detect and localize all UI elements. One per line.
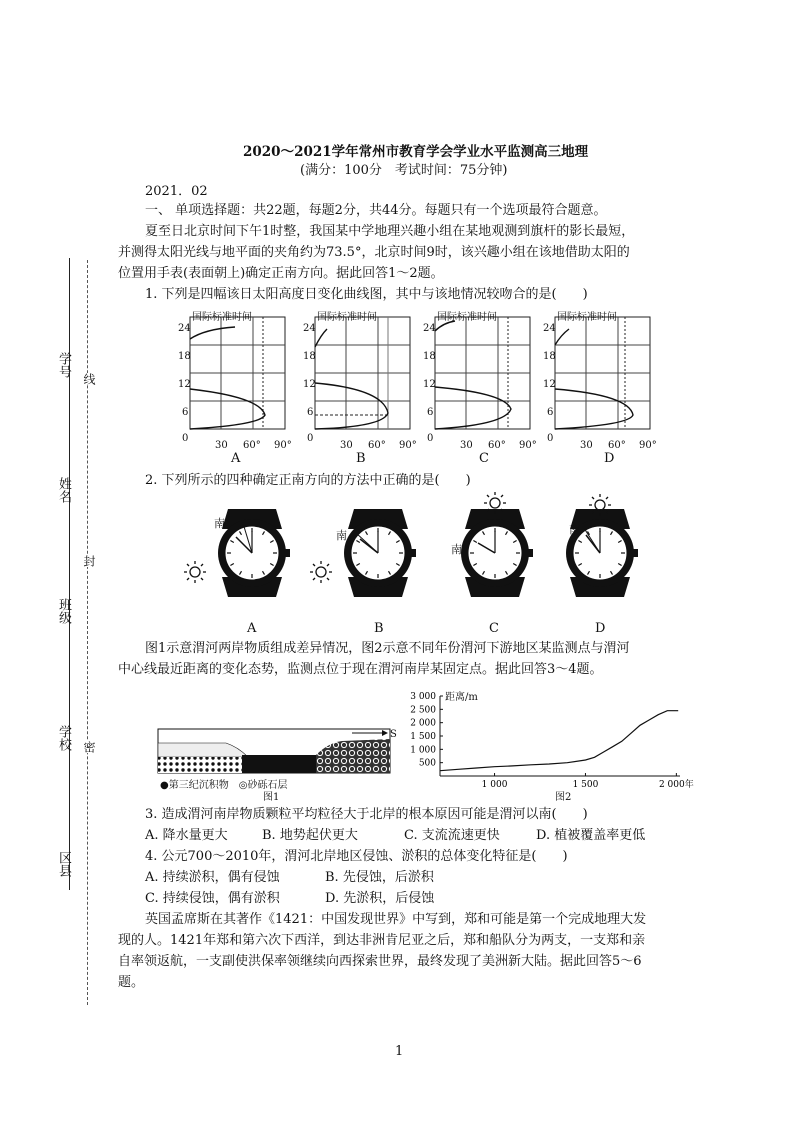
passage3-line-2: 现的人。1421年郑和第六次下西洋，到达非洲肯尼亚之后，郑和船队分为两支，一支郑和亲: [118, 933, 646, 948]
page-number: 1: [395, 1044, 404, 1059]
sun-icon: [310, 561, 332, 583]
page-title: 2020～2021学年常州市教育学会学业水平监测高三地理: [243, 144, 589, 160]
x-tick: 30: [215, 440, 228, 451]
x-tick: 90°: [639, 440, 657, 451]
y-tick: 12: [303, 379, 316, 390]
x-tick-label: 2 000年: [658, 780, 694, 790]
seal-char-secret: 密: [82, 741, 96, 753]
watch-a-south-label: 南: [214, 517, 225, 530]
passage3-line-3: 自率领返航，一支副使洪保率领继续向西探索世界，最终发现了美洲新大陆。据此回答5～6: [118, 954, 642, 969]
q2-watches-figure: [180, 495, 640, 620]
q1-graph-b-title: 国际标准时间: [317, 312, 377, 323]
district-label: 区县: [56, 851, 71, 877]
y-tick-label: 1 000: [410, 745, 436, 756]
q1-option-d-label: D: [604, 451, 615, 466]
fig2-axes: [440, 696, 680, 776]
q2-watch-b: [344, 509, 416, 597]
school-label: 学校: [56, 725, 71, 751]
fig2-y-tick-labels: [410, 692, 443, 769]
section-heading: 一、 单项选择题：共22题，每题2分，共44分。每题只有一个选项最符合题意。: [145, 203, 607, 218]
q3-option-a: A. 降水量更大: [145, 828, 228, 843]
q1-option-a-label: A: [231, 451, 241, 466]
q2-option-b-label: B: [374, 621, 384, 636]
watch-b-south-label: 南: [336, 529, 347, 542]
q1-graph-a: [190, 317, 285, 429]
y-tick: 24: [303, 323, 316, 334]
intro-line-2: 并测得太阳光线与地平面的夹角约为73.5°，北京时间9时，该兴趣小组在该地借助太阳的: [118, 245, 630, 260]
y-tick: 6: [182, 407, 189, 418]
fig1-arrow-label: S: [390, 729, 397, 740]
question-2-stem: 2. 下列所示的四种确定正南方向的方法中正确的是( ): [145, 473, 471, 488]
y-tick: 12: [543, 379, 556, 390]
q2-watch-a: [218, 509, 290, 597]
x-tick: 60°: [488, 440, 506, 451]
question-1-stem: 1. 下列是四幅该日太阳高度日变化曲线图，其中与该地情况较吻合的是( ): [145, 287, 588, 302]
x-tick: 30: [580, 440, 593, 451]
q2-option-d-label: D: [595, 621, 606, 636]
y-tick-label: 2 500: [410, 705, 436, 716]
intro-line-1: 夏至日北京时间下午1时整，我国某中学地理兴趣小组在某地观测到旗杆的影长最短，: [145, 224, 635, 239]
x-tick: 60°: [368, 440, 386, 451]
y-tick-label: 500: [418, 758, 436, 769]
x-tick-label: 1 500: [572, 780, 599, 790]
y-tick: 18: [423, 351, 436, 362]
q1-graph-c-title: 国际标准时间: [437, 312, 497, 323]
seal-dashed-line: [87, 260, 88, 1005]
q1-option-b-label: B: [356, 451, 366, 466]
question-3-stem: 3. 造成渭河南岸物质颗粒平均粒径大于北岸的根本原因可能是渭河以南( ): [145, 807, 588, 822]
y-tick: 18: [178, 351, 191, 362]
q4-option-a: A. 持续淤积，偶有侵蚀: [145, 870, 280, 885]
seal-char-line: 线: [82, 373, 96, 385]
q2-option-c-label: C: [489, 621, 499, 636]
y-tick: 12: [178, 379, 191, 390]
q1-graph-b: [315, 317, 410, 429]
x-tick: 30: [340, 440, 353, 451]
y-tick: 0: [427, 433, 434, 444]
y-tick: 18: [543, 351, 556, 362]
watch-c-south-label: 南: [451, 543, 462, 556]
fig2-ylabel: 距离/m: [445, 692, 478, 703]
y-tick-label: 2 000: [410, 718, 436, 729]
y-tick: 6: [427, 407, 434, 418]
y-tick: 0: [307, 433, 314, 444]
q4-option-c: C. 持续侵蚀，偶有淤积: [145, 891, 280, 906]
y-tick: 24: [543, 323, 556, 334]
student-id-label: 学号: [56, 352, 71, 378]
y-tick: 0: [547, 433, 554, 444]
q1-graph-d-title: 国际标准时间: [557, 312, 617, 323]
x-tick: 90°: [399, 440, 417, 451]
q4-option-d: D. 先淤积，后侵蚀: [325, 891, 435, 906]
watch-d-south-label: 南: [569, 523, 580, 536]
sun-icon: [184, 561, 206, 583]
x-tick: 60°: [243, 440, 261, 451]
q1-graph-a-title: 国际标准时间: [192, 312, 252, 323]
seal-char-seal: 封: [82, 555, 96, 567]
x-tick: 90°: [519, 440, 537, 451]
q3-option-d: D. 植被覆盖率更低: [536, 828, 646, 843]
fig1-legend: ●第三纪沉积物 ◎砂砾石层: [160, 780, 288, 791]
x-tick-label: 1 000: [481, 780, 508, 790]
y-tick: 6: [547, 407, 554, 418]
q1-graph-c: [435, 317, 530, 429]
page-subtitle: (满分：100分 考试时间：75分钟): [300, 163, 508, 178]
x-tick: 60°: [608, 440, 626, 451]
y-tick: 18: [303, 351, 316, 362]
fig1-caption: 图1: [263, 792, 280, 803]
q3-option-b: B. 地势起伏更大: [262, 828, 358, 843]
series-line: [440, 711, 678, 771]
y-tick: 0: [182, 433, 189, 444]
fig2-line-chart: [380, 690, 694, 790]
passage3-line-1: 英国孟席斯在其著作《1421：中国发现世界》中写到，郑和可能是第一个完成地理大发: [145, 912, 647, 927]
exam-date: 2021．02: [145, 184, 208, 199]
x-tick: 90°: [274, 440, 292, 451]
passage2-line-1: 图1示意渭河两岸物质组成差异情况，图2示意不同年份渭河下游地区某监测点与渭河: [145, 641, 630, 656]
q3-option-c: C. 支流流速更快: [404, 828, 500, 843]
passage2-line-2: 中心线最近距离的变化态势，监测点位于现在渭河南岸某固定点。据此回答3～4题。: [118, 662, 603, 677]
x-tick: 30: [460, 440, 473, 451]
y-tick: 12: [423, 379, 436, 390]
y-tick: 24: [178, 323, 191, 334]
y-tick: 24: [423, 323, 436, 334]
y-tick-label: 1 500: [410, 732, 436, 742]
question-4-stem: 4. 公元700～2010年，渭河北岸地区侵蚀、淤积的总体变化特征是( ): [145, 849, 568, 864]
fig2-caption: 图2: [555, 792, 572, 803]
name-label: 姓名: [56, 477, 71, 503]
passage3-line-4: 题。: [118, 975, 145, 990]
q2-watch-c: [461, 509, 533, 597]
y-tick: 6: [307, 407, 314, 418]
q2-option-a-label: A: [247, 621, 257, 636]
class-label: 班级: [56, 598, 71, 624]
q1-graph-d: [555, 317, 650, 429]
intro-line-3: 位置用手表(表面朝上)确定正南方向。据此回答1～2题。: [118, 266, 444, 281]
q1-option-c-label: C: [479, 451, 489, 466]
y-tick-label: 3 000: [410, 692, 436, 702]
q4-option-b: B. 先侵蚀，后淤积: [325, 870, 434, 885]
